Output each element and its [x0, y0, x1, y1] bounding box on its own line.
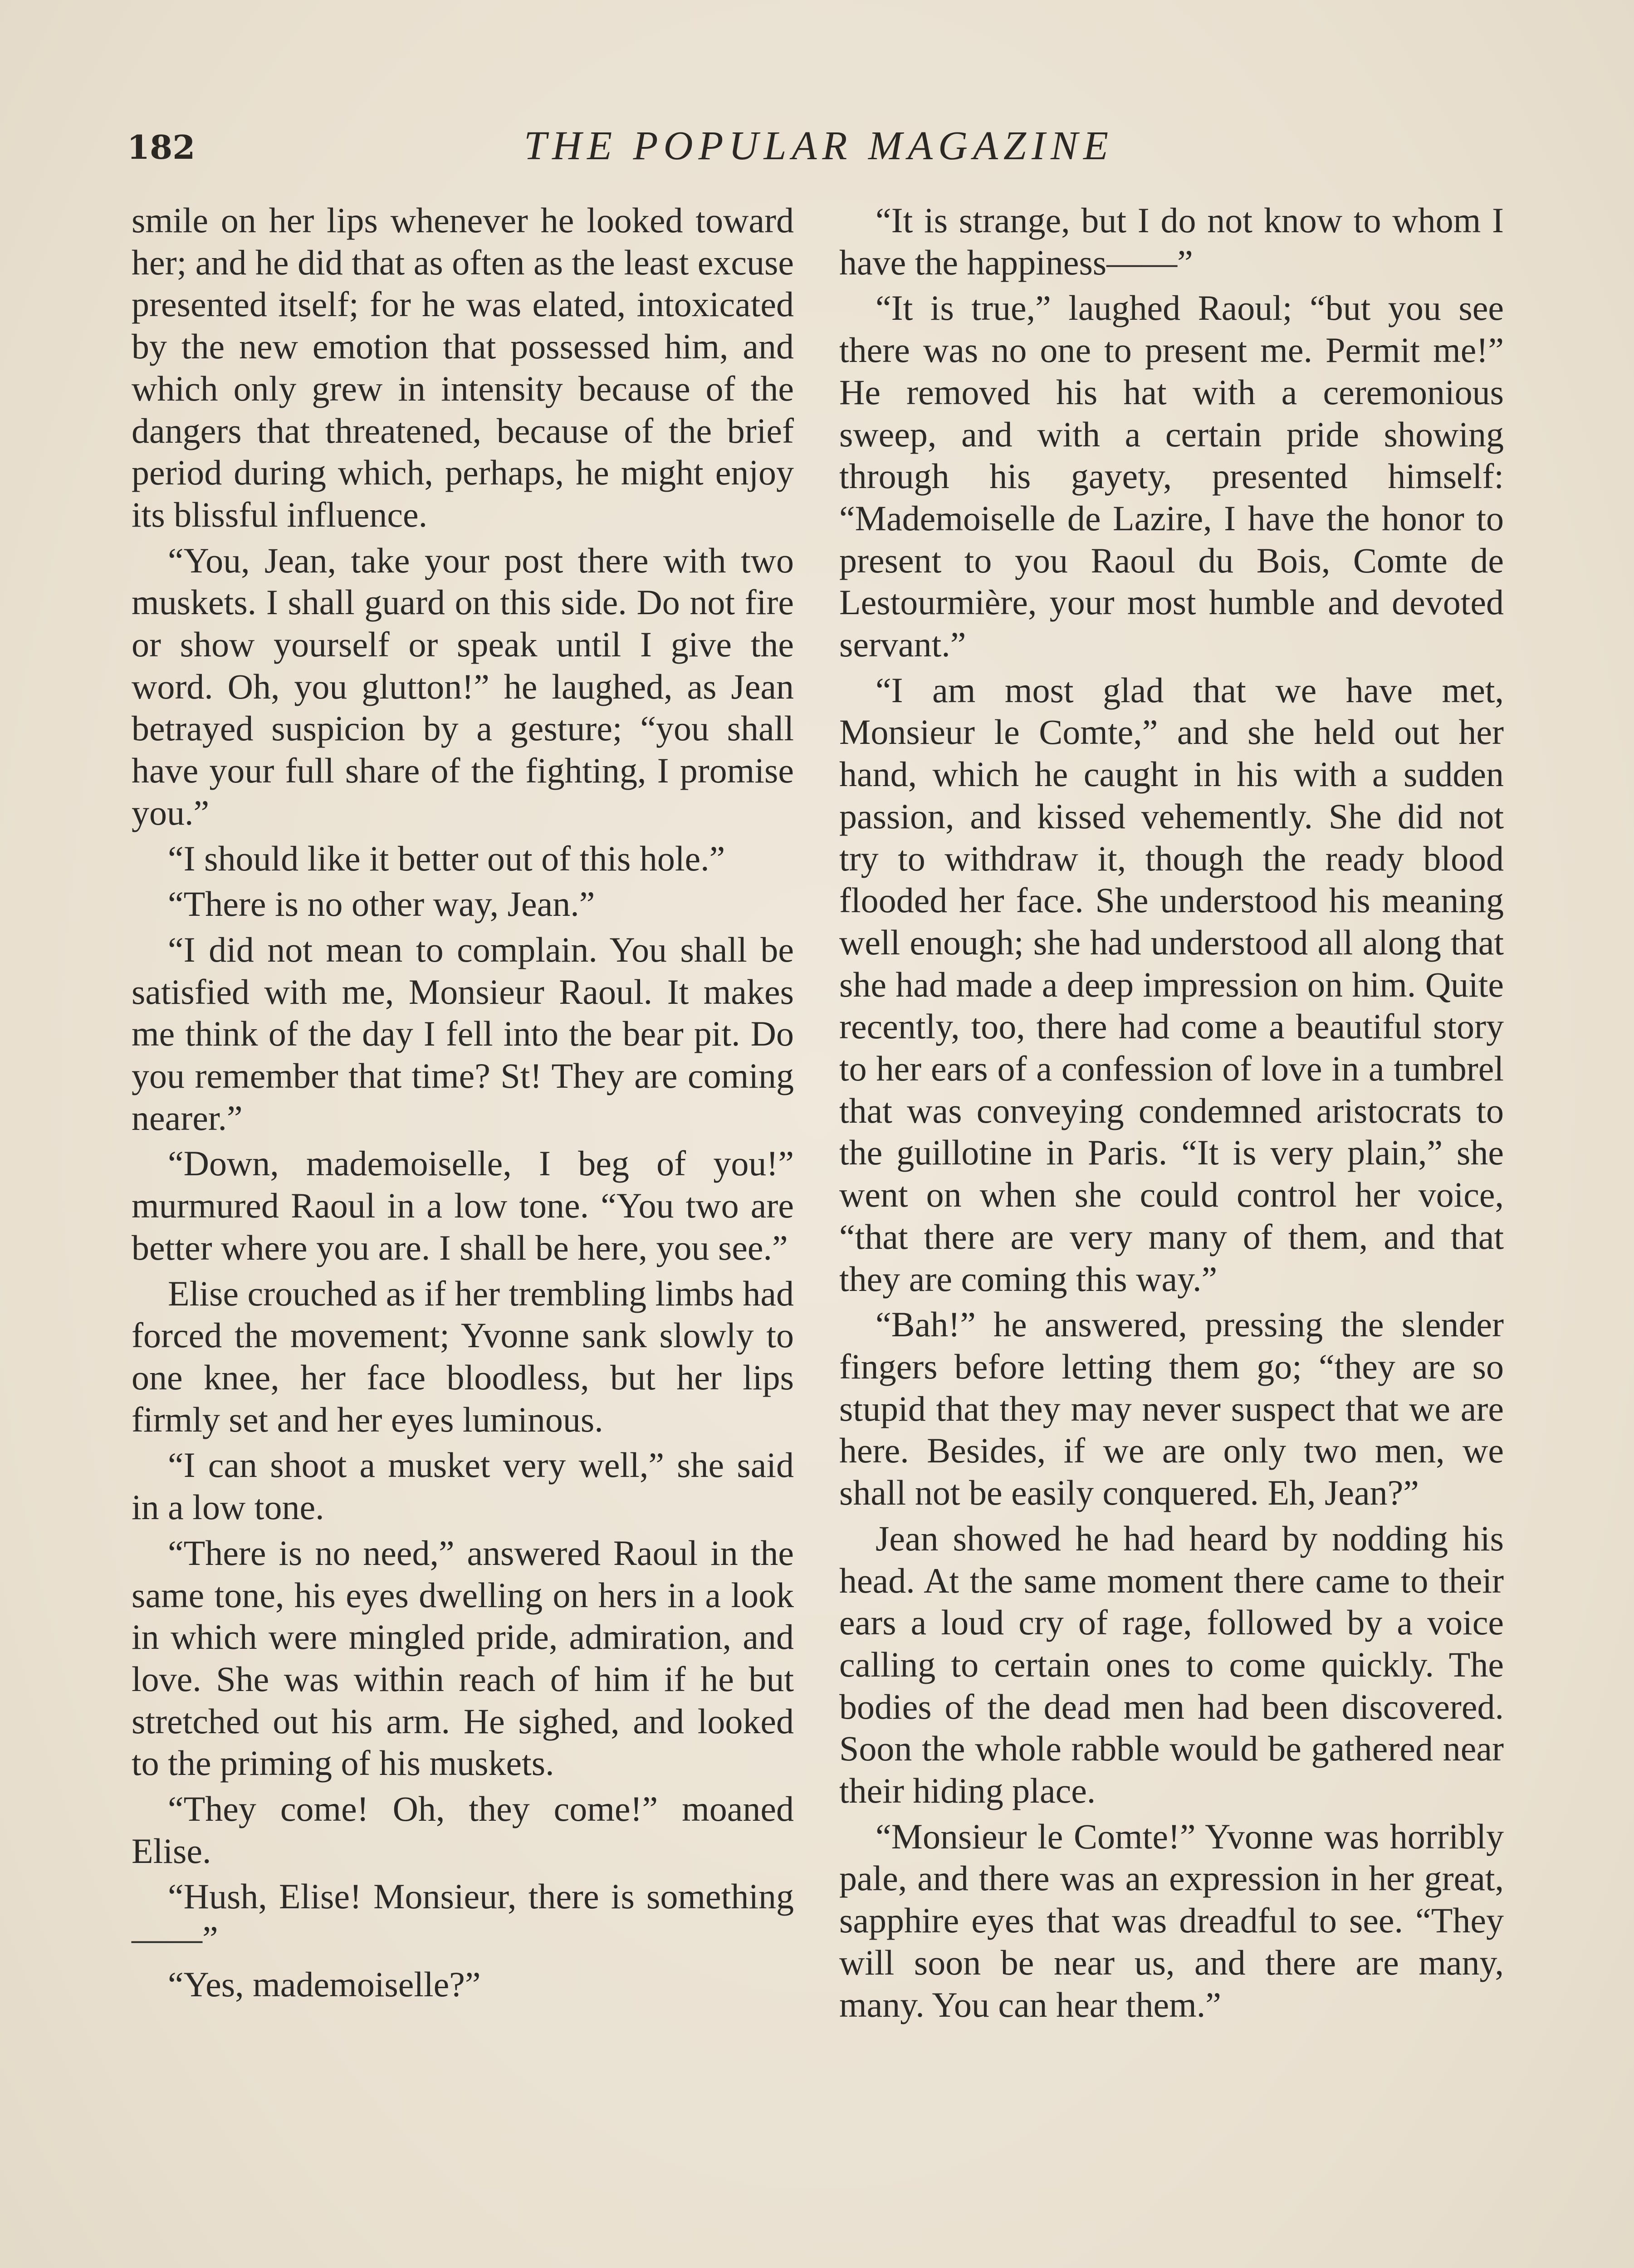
paragraph: “You, Jean, take your post there with two muskets. I shall guard on this side. Do not fire or show yourself or speak until I give the word. Oh, you glutton!” he laughed, as Jean betrayed suspicion by a gesture; “you shall have your full share of the fighting, I promise you.”: [132, 540, 794, 832]
paragraph: smile on her lips whenever he looked toward her; and he did that as often as the least excuse presented itself; for he was elated, intoxicated by the new emotion that possessed him, and which only grew in intensity because of the dangers that threatened, because of the brief period during which, perhaps, he might enjoy its blissful influence.: [132, 200, 794, 534]
paragraph: “They come! Oh, they come!” moaned Elise.: [132, 1789, 794, 1871]
paragraph: “There is no other way, Jean.”: [168, 884, 595, 924]
running-title: THE POPULAR MAGAZINE: [524, 123, 1114, 168]
paragraph: “I did not mean to complain. You shall be satisfied with me, Monsieur Raoul. It makes me think of the day I fell into the bear pit. Do you remember that time? St! They are coming nearer.”: [132, 929, 794, 1138]
paragraph: “There is no need,” answered Raoul in the same tone, his eyes dwelling on hers in a look in which were mingled pride, admiration, and love. She was within reach of him if he but stretched out his arm. He sighed, and looked to the priming of his muskets.: [132, 1533, 794, 1783]
paragraph: “Bah!” he answered, pressing the slender fingers before letting them go; “they are so stupid that they may never suspect that we are here. Besides, if we are only two men, we shall not be easily conquered. Eh, Jean?”: [839, 1305, 1504, 1513]
paragraph: “I can shoot a musket very well,” she said in a low tone.: [132, 1445, 794, 1527]
paragraph: “I am most glad that we have met, Monsieur le Comte,” and she held out her hand, which he caught in his with a sudden passion, and kissed vehemently. She did not try to withdraw it, though the ready blood flooded her face. She understood his meaning well enough; she had understood all along that she had made a deep impression on him. Quite recently, too, there had come a beautiful story to her ears of a confession of love in a tumbrel that was conveying condemned aristocrats to the guillotine in Paris. “It is very plain,” she went on when she could control her voice, “that there are very many of them, and that they are coming this way.”: [839, 670, 1504, 1299]
paragraph: Elise crouched as if her trembling limbs had forced the movement; Yvonne sank slowly to one knee, her face bloodless, but her lips firmly set and her eyes luminous.: [132, 1273, 794, 1439]
paragraph: “Yes, mademoiselle?”: [168, 1964, 481, 2004]
paragraph: “Monsieur le Comte!” Yvonne was horribly pale, and there was an expression in her great, sapphire eyes that was dreadful to see. “They will soon be near us, and there are many, many. You can hear them.”: [839, 1816, 1504, 2024]
paragraph: “It is true,” laughed Raoul; “but you see there was no one to present me. Permit me!” He removed his hat with a ceremonious sweep, and with a certain pride showing through his gayety, presented himself: “Mademoiselle de Lazire, I have the honor to present to you Raoul du Bois, Comte de Lestourmière, your most humble and devoted servant.”: [839, 288, 1504, 665]
page-header: [127, 118, 1511, 181]
paragraph: “I should like it better out of this hole.”: [168, 838, 725, 878]
paragraph: Jean showed he had heard by nodding his head. At the same moment there came to their ears a loud cry of rage, followed by a voice calling to certain ones to come quickly. The bodies of the dead men had been discovered. Soon the whole rabble would be gathered near their hiding place.: [839, 1518, 1504, 1811]
right-column: [839, 200, 1504, 2029]
paragraph: “Down, mademoiselle, I beg of you!” murmured Raoul in a low tone. “You two are better where you are. I shall be here, you see.”: [132, 1144, 794, 1267]
page-number: 182: [127, 128, 196, 166]
left-column: [132, 200, 794, 2009]
paragraph: “Hush, Elise! Monsieur, there is something——”: [132, 1877, 794, 1959]
paragraph: “It is strange, but I do not know to whom I have the happiness——”: [839, 200, 1504, 282]
